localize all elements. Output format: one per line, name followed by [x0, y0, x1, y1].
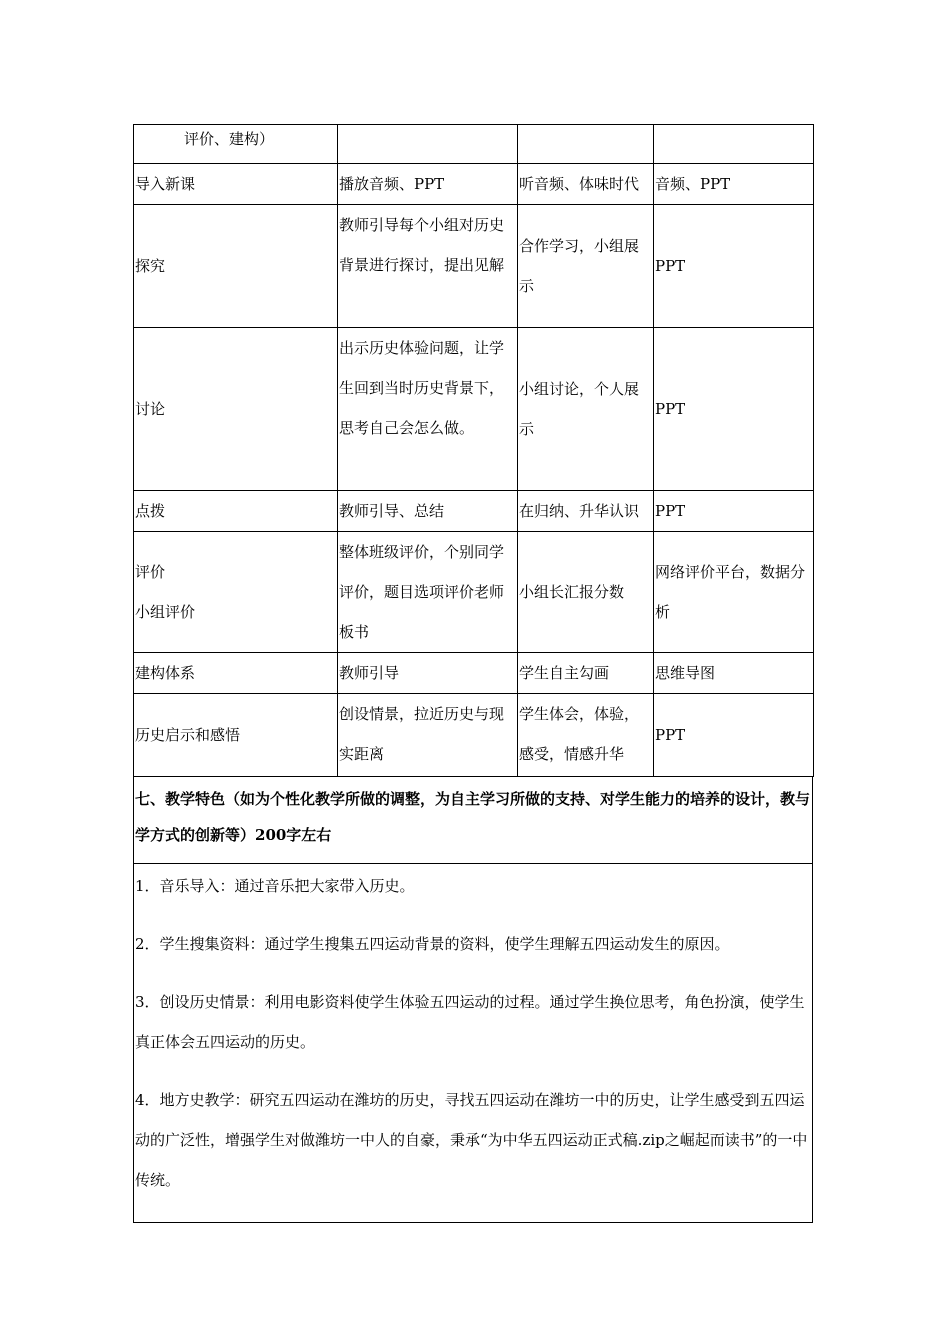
- table-cell-step: 讨论: [134, 328, 338, 491]
- table-cell-student: 合作学习，小组展示: [518, 205, 654, 328]
- table-cell-media: PPT: [654, 205, 814, 328]
- table-cell-teacher: 播放音频、PPT: [338, 164, 518, 205]
- table-cell-step: 历史启示和感悟: [134, 694, 338, 777]
- section-heading: 七、教学特色（如为个性化教学所做的调整，为自主学习所做的支持、对学生能力的培养的设计，教与学方式的创新等）200字左右: [134, 776, 813, 863]
- table-cell: [338, 125, 518, 164]
- table-cell-student: 听音频、体味时代: [518, 164, 654, 205]
- table-cell-student: 在归纳、升华认识: [518, 491, 654, 532]
- table-cell-student: 小组长汇报分数: [518, 532, 654, 653]
- table-cell-media: 网络评价平台，数据分析: [654, 532, 814, 653]
- table-row: [134, 328, 814, 491]
- feature-item: 2．学生搜集资料：通过学生搜集五四运动背景的资料，使学生理解五四运动发生的原因。: [135, 934, 730, 953]
- feature-item: 1．音乐导入：通过音乐把大家带入历史。: [135, 876, 415, 895]
- table-cell-step: 点拨: [134, 491, 338, 532]
- table-cell-media: PPT: [654, 491, 814, 532]
- table-cell-media: PPT: [654, 328, 814, 491]
- document-page: [133, 124, 813, 1223]
- teaching-features-table: [133, 776, 813, 1223]
- table-cell-media: 音频、PPT: [654, 164, 814, 205]
- table-cell-teacher: 教师引导、总结: [338, 491, 518, 532]
- table-cell-media: PPT: [654, 694, 814, 777]
- section-body: [134, 863, 813, 1222]
- feature-item: 4．地方史教学：研究五四运动在潍坊的历史，寻找五四运动在潍坊一中的历史，让学生感受到五四运动的广泛性，增强学生对做潍坊一中人的自豪，秉承“为中华五四运动正式稿.zip之崛起而读书”的一中传统。: [135, 1090, 808, 1189]
- table-row: [134, 532, 814, 653]
- table-cell-media: 思维导图: [654, 653, 814, 694]
- table-cell: [518, 125, 654, 164]
- table-cell-teacher: 创设情景，拉近历史与现实距离: [338, 694, 518, 777]
- table-row: [134, 125, 814, 164]
- table-row: [134, 694, 814, 777]
- section-body-row: [134, 863, 813, 1222]
- table-cell-step: 导入新课: [134, 164, 338, 205]
- table-cell-teacher: 出示历史体验问题，让学生回到当时历史背景下，思考自己会怎么做。: [338, 328, 518, 491]
- table-cell: 评价、建构）: [134, 125, 338, 164]
- table-cell-student: 学生自主勾画: [518, 653, 654, 694]
- table-cell-teacher: 教师引导: [338, 653, 518, 694]
- table-cell: [654, 125, 814, 164]
- table-row: [134, 164, 814, 205]
- table-cell-step: 建构体系: [134, 653, 338, 694]
- table-cell-teacher: 整体班级评价，个别同学评价，题目选项评价老师板书: [338, 532, 518, 653]
- table-row: [134, 491, 814, 532]
- table-cell-teacher: 教师引导每个小组对历史背景进行探讨，提出见解: [338, 205, 518, 328]
- lesson-table: [133, 124, 814, 777]
- table-cell-step: 探究: [134, 205, 338, 328]
- feature-item: 3．创设历史情景：利用电影资料使学生体验五四运动的过程。通过学生换位思考，角色扮演，使学生真正体会五四运动的历史。: [135, 992, 805, 1051]
- section-heading-row: [134, 776, 813, 863]
- table-row: [134, 205, 814, 328]
- table-cell-student: 小组讨论，个人展示: [518, 328, 654, 491]
- table-cell-step: 评价 小组评价: [134, 532, 338, 653]
- table-cell-student: 学生体会，体验，感受，情感升华: [518, 694, 654, 777]
- table-row: [134, 653, 814, 694]
